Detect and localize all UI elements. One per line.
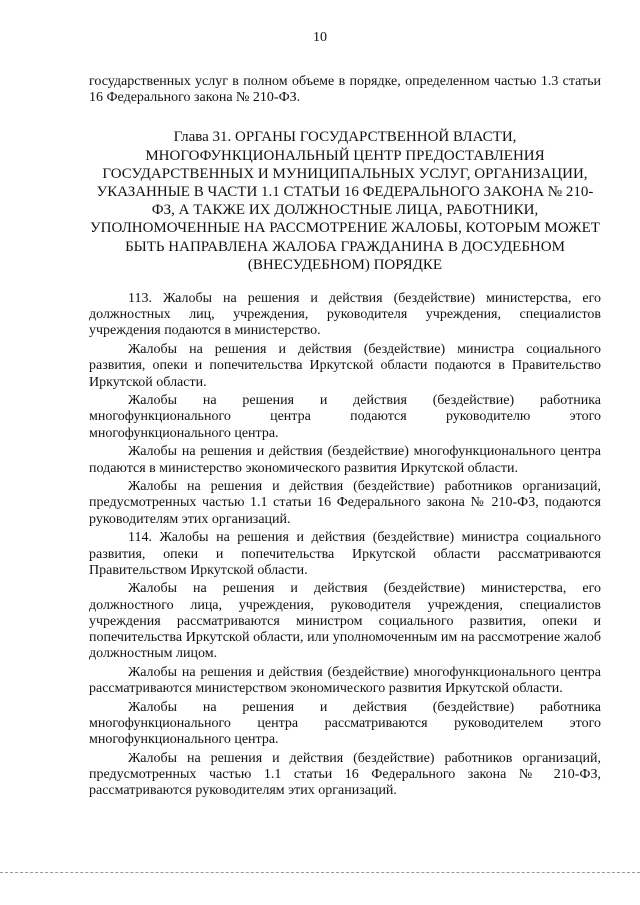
paragraph: 114. Жалобы на решения и действия (бездействие) министра социального развития, опеки и попечительства Иркутской области рассматриваются Правительством Иркутской области.	[89, 530, 601, 578]
paragraph: Жалобы на решения и действия (бездействие) работника многофункционального центра подаются руководителю этого многофункционального центра.	[89, 393, 601, 441]
chapter-heading: Глава 31. ОРГАНЫ ГОСУДАРСТВЕННОЙ ВЛАСТИ, МНОГОФУНКЦИОНАЛЬНЫЙ ЦЕНТР ПРЕДОСТАВЛЕНИЯ ГОСУДАРСТВЕННЫХ И МУНИЦИПАЛЬНЫХ УСЛУГ, ОРГАНИЗАЦИИ, УКАЗАННЫЕ В ЧАСТИ 1.1 СТАТЬИ 16 ФЕДЕРАЛЬНОГО ЗАКОНА № 210-ФЗ, А ТАКЖЕ ИХ ДОЛЖНОСТНЫЕ ЛИЦА, РАБОТНИКИ, УПОЛНОМОЧЕННЫЕ НА РАССМОТРЕНИЕ ЖАЛОБЫ, КОТОРЫМ МОЖЕТ БЫТЬ НАПРАВЛЕНА ЖАЛОБА ГРАЖДАНИНА В ДОСУДЕБНОМ (ВНЕСУДЕБНОМ) ПОРЯДКЕ	[90, 129, 600, 273]
page-bottom-divider	[0, 872, 640, 873]
paragraph: Жалобы на решения и действия (бездействие) работника многофункционального центра рассматриваются руководителем этого многофункционального центра.	[89, 699, 601, 748]
page-number: 10	[313, 30, 327, 45]
paragraph: 113. Жалобы на решения и действия (бездействие) министерства, его должностных лиц, учреждения, руководителя учреждения, специалистов учреждения подаются в министерство.	[89, 291, 601, 339]
paragraph: Жалобы на решения и действия (бездействие) многофункционального центра подаются в министерство экономического развития Иркутской области.	[89, 444, 601, 476]
document-body	[89, 74, 601, 802]
paragraph: Жалобы на решения и действия (бездействие) многофункционального центра рассматриваются министерством экономического развития Иркутской области.	[89, 665, 601, 697]
paragraph: Жалобы на решения и действия (бездействие) министерства, его должностного лица, учреждения, руководителя учреждения, специалистов учреждения рассматриваются министром социального развития, опеки и попечительства Иркутской области, или уполномоченным им на рассмотрение жалоб должностным лицом.	[89, 581, 601, 662]
paragraph: Жалобы на решения и действия (бездействие) работников организаций, предусмотренных частью 1.1 статьи 16 Федерального закона № 210-ФЗ, подаются руководителям этих организаций.	[89, 479, 601, 527]
paragraph: Жалобы на решения и действия (бездействие) министра социального развития, опеки и попечительства Иркутской области подаются в Правительство Иркутской области.	[89, 342, 601, 390]
paragraph: Жалобы на решения и действия (бездействие) работников организаций, предусмотренных частью 1.1 статьи 16 Федерального закона № 210-ФЗ, рассматриваются руководителям этих организаций.	[89, 751, 601, 799]
lead-paragraph: государственных услуг в полном объеме в порядке, определенном частью 1.3 статьи 16 Федерального закона № 210-ФЗ.	[89, 74, 601, 106]
